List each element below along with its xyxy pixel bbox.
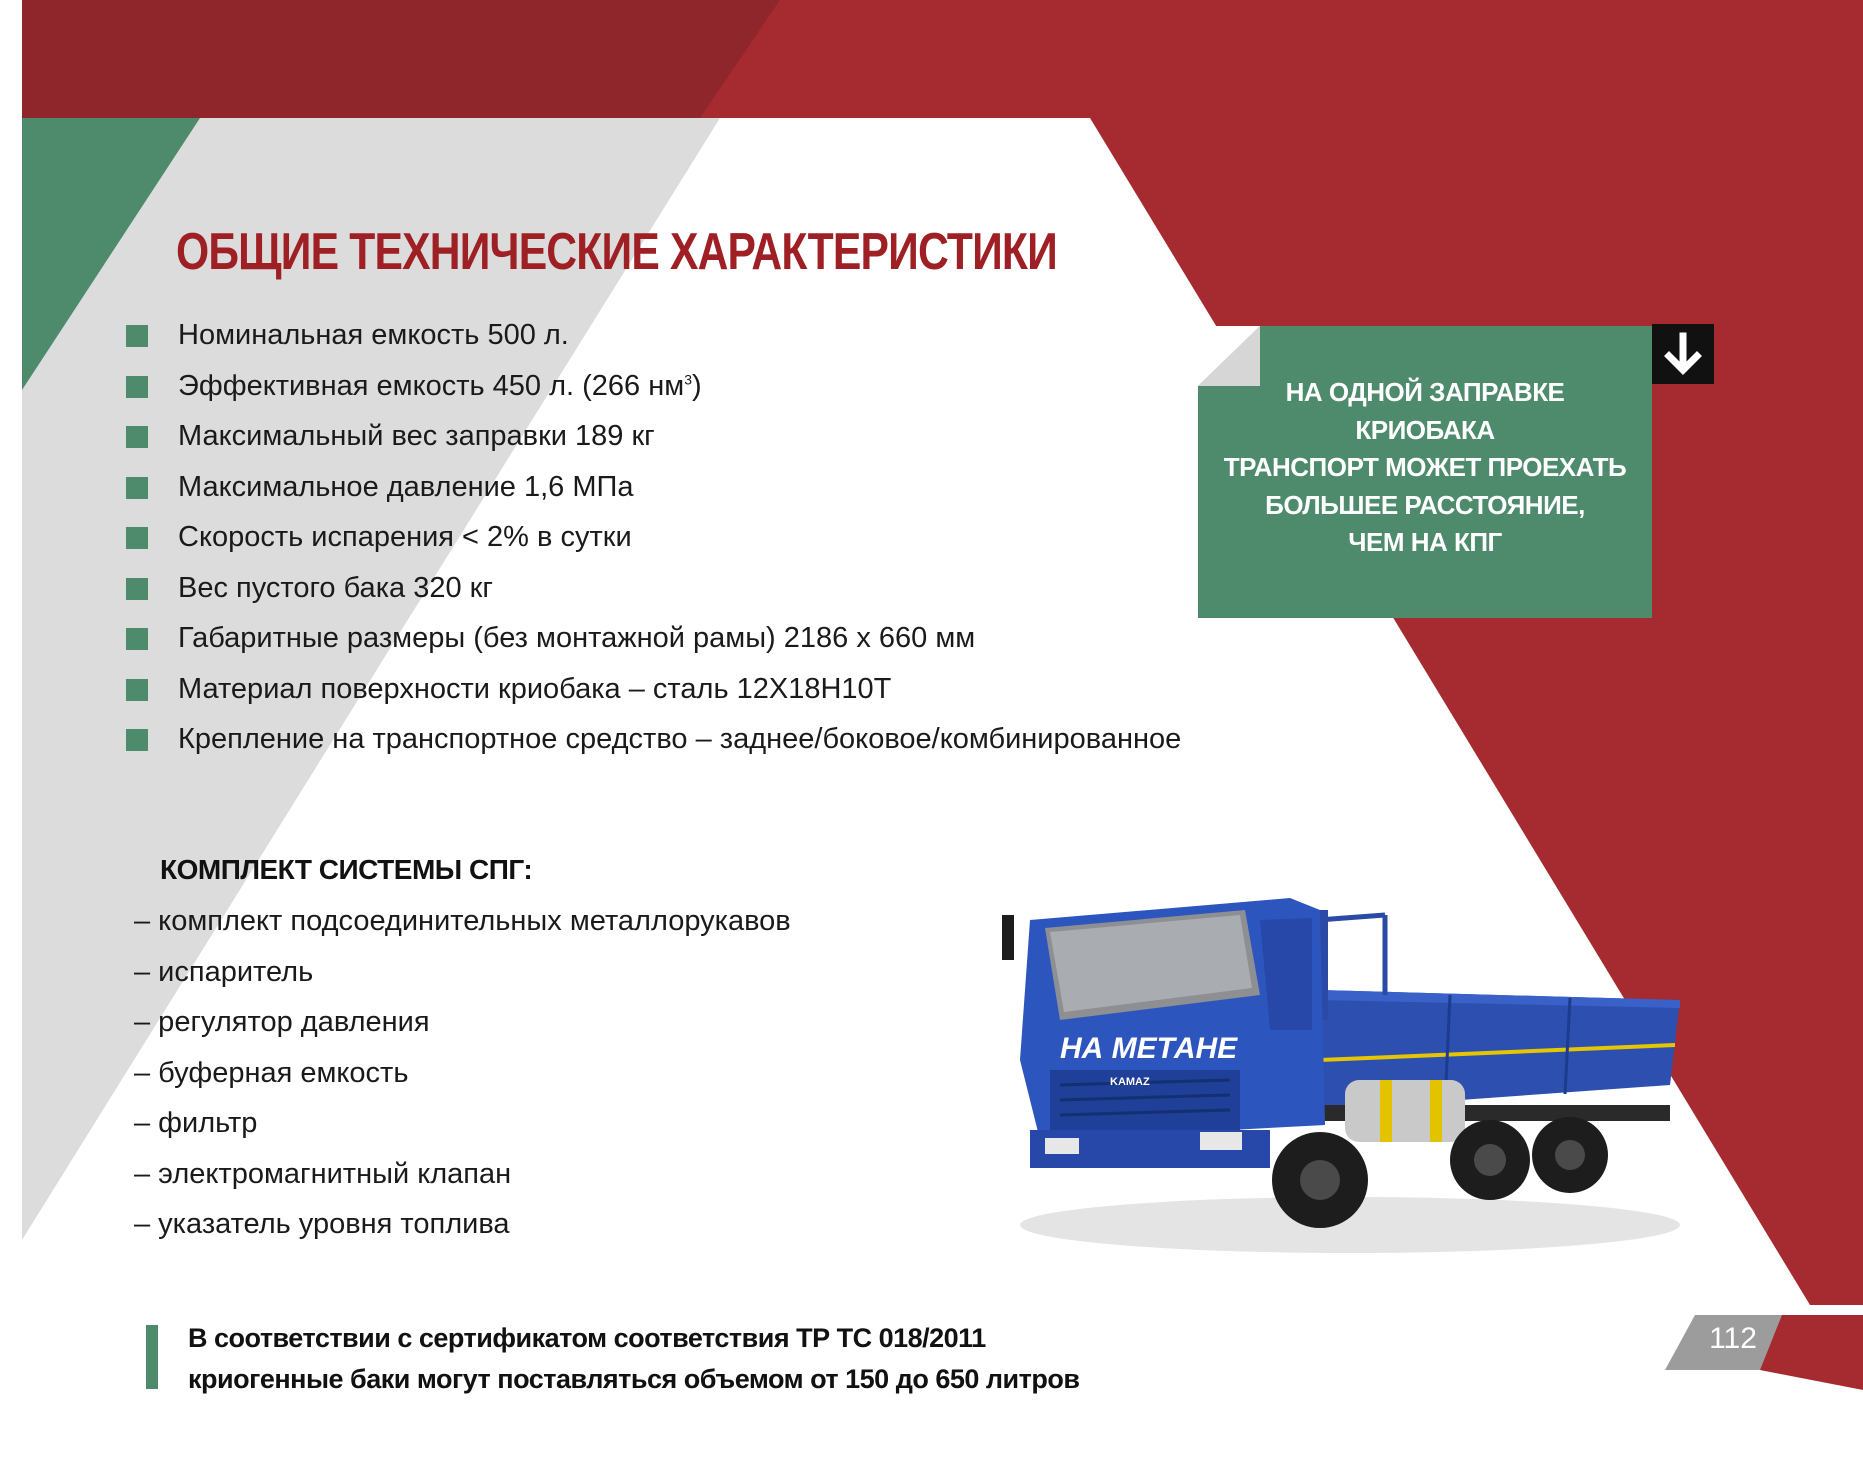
square-bullet-icon: [126, 325, 148, 347]
truck-label: НА МЕТАНЕ: [1060, 1032, 1238, 1065]
callout-text: НА ОДНОЙ ЗАПРАВКЕ КРИОБАКА ТРАНСПОРТ МОЖЕТ ПРОЕХАТЬ БОЛЬШЕЕ РАССТОЯНИЕ, ЧЕМ НА КПГ: [1223, 377, 1627, 557]
square-bullet-icon: [126, 628, 148, 650]
spec-item: Максимальный вес заправки 189 кг: [126, 411, 1181, 462]
page-number: 112: [1709, 1322, 1757, 1355]
square-bullet-icon: [126, 679, 148, 701]
spec-item: Крепление на транспортное средство – заднее/боковое/комбинированное: [126, 714, 1181, 765]
spec-item: Максимальное давление 1,6 МПа: [126, 462, 1181, 513]
square-bullet-icon: [126, 426, 148, 448]
kit-item: – буферная емкость: [134, 1056, 409, 1089]
kit-item: – электромагнитный клапан: [134, 1157, 512, 1190]
footer-accent-bar: [146, 1325, 158, 1389]
truck-image: [990, 880, 1690, 1260]
spec-item: Габаритные размеры (без монтажной рамы) 2186 х 660 мм: [126, 613, 1181, 664]
square-bullet-icon: [126, 729, 148, 751]
spec-item: Эффективная емкость 450 л. (266 $нм^3$): [126, 361, 1181, 412]
square-bullet-icon: [126, 477, 148, 499]
spec-item: Номинальная емкость 500 л.: [126, 310, 1181, 361]
kit-title: КОМПЛЕКТ СИСТЕМЫ СПГ:: [160, 854, 533, 885]
square-bullet-icon: [126, 376, 148, 398]
page-title: ОБЩИЕ ТЕХНИЧЕСКИЕ ХАРАКТЕРИСТИКИ: [176, 223, 1057, 281]
arrow-down-icon: [1652, 324, 1714, 384]
spec-item: Вес пустого бака 320 кг: [126, 563, 1181, 614]
kit-item: – указатель уровня топлива: [134, 1208, 510, 1240]
kit-item: – испаритель: [134, 955, 314, 988]
spec-item: Скорость испарения < 2% в сутки: [126, 512, 1181, 563]
kit-item: – регулятор давления: [134, 1006, 430, 1038]
square-bullet-icon: [126, 527, 148, 549]
kit-item: – фильтр: [134, 1107, 258, 1139]
specs-list: [126, 310, 1181, 765]
kit-list: [134, 896, 791, 1250]
square-bullet-icon: [126, 578, 148, 600]
footer-note: В соответствии с сертификатом соответствия ТР ТС 018/2011 криогенные баки могут поставляться объемом от 150 до 650 литров: [188, 1323, 1080, 1394]
truck-brand: KAMAZ: [1110, 1076, 1150, 1088]
kit-item: – комплект подсоединительных металлорукавов: [134, 905, 791, 937]
spec-item: Материал поверхности криобака – сталь 12Х18Н10Т: [126, 664, 1181, 715]
